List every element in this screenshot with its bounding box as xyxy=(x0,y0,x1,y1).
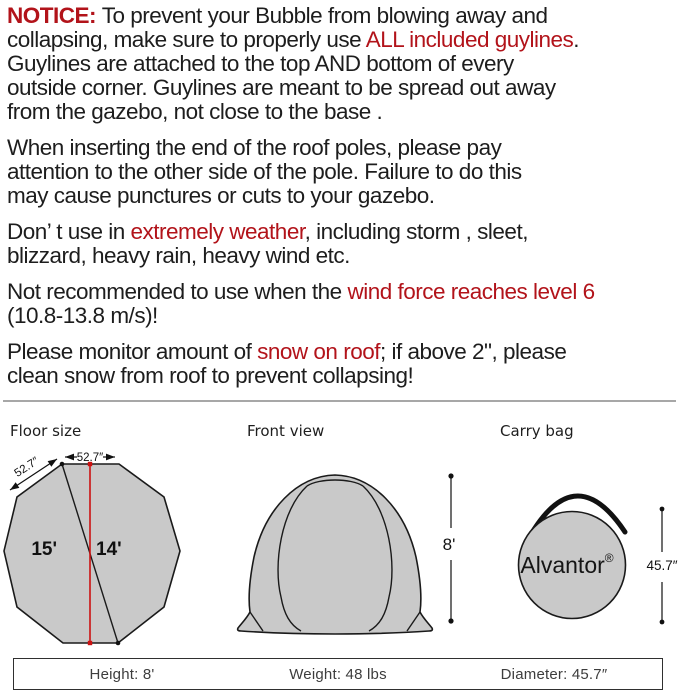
notice-paragraph xyxy=(7,340,675,388)
notice-highlight-text: ALL included guylines xyxy=(365,27,574,52)
notice-text: from the gazebo, not close to the base . xyxy=(7,99,383,124)
notice-line xyxy=(7,160,675,184)
floor-diagonal-label: 15' xyxy=(31,539,57,560)
floor-size-diagram xyxy=(0,445,200,655)
height-dim-dot xyxy=(448,618,453,623)
width-end-marker xyxy=(88,641,92,645)
slant-dim-label: 52.7″ xyxy=(12,455,42,480)
notice-text: outside corner. Guylines are meant to be spread out away xyxy=(7,75,556,100)
notice-line xyxy=(7,184,675,208)
notice-text: Not recommended to use when the xyxy=(7,279,348,304)
notice-text: ; if above 2", please xyxy=(379,339,567,364)
spec-diameter: Diameter: 45.7″ xyxy=(500,665,608,683)
notice-text: Guylines are attached to the top AND bottom of every xyxy=(7,51,514,76)
notice-line xyxy=(7,136,675,160)
carry-bag-diagram xyxy=(495,488,679,638)
notice-paragraph xyxy=(7,220,675,268)
bag-brand-text xyxy=(520,551,613,578)
diameter-dim-label: 45.7″ xyxy=(646,558,678,573)
height-dim-dot xyxy=(448,473,453,478)
notice-paragraph xyxy=(7,136,675,208)
diameter-dim-dot xyxy=(660,620,665,625)
notice-highlight-text: snow on roof xyxy=(257,339,380,364)
notice-text: . xyxy=(573,27,580,52)
notice-line xyxy=(7,76,675,100)
notice-line xyxy=(7,52,675,76)
tent-silhouette xyxy=(238,475,433,634)
notice-paragraph xyxy=(7,4,675,124)
carry-bag-title: Carry bag xyxy=(500,422,574,440)
notice-text: collapsing, make sure to properly use xyxy=(7,27,366,52)
notice-line xyxy=(7,220,675,244)
notice-line xyxy=(7,28,675,52)
notice-text: attention to the other side of the pole. Failure to do this xyxy=(7,159,522,184)
floor-width-label: 14' xyxy=(96,539,122,560)
notice-line xyxy=(7,280,675,304)
height-dim-label: 8' xyxy=(442,535,456,554)
notice-text: , including storm , sleet, xyxy=(304,219,528,244)
notice-text: may cause punctures or cuts to your gazebo. xyxy=(7,183,435,208)
notice-line xyxy=(7,340,675,364)
floor-size-title: Floor size xyxy=(10,422,82,440)
notice-text: Please monitor amount of xyxy=(7,339,258,364)
spec-height: Height: 8' xyxy=(89,665,155,683)
notice-text: clean snow from roof to prevent collapsing! xyxy=(7,363,414,388)
notice-line xyxy=(7,4,675,28)
notice-highlight-text: extremely weather xyxy=(130,219,305,244)
notice-text: To prevent your Bubble from blowing away and xyxy=(101,3,548,28)
front-view-diagram xyxy=(235,465,470,650)
notice-highlight-text: wind force reaches level 6 xyxy=(347,279,595,304)
notice-line xyxy=(7,304,675,328)
top-dim-label: 52.7″ xyxy=(76,452,104,464)
notice-text: Don’ t use in xyxy=(7,219,131,244)
brand-name: Alvantor xyxy=(520,552,605,578)
spec-table xyxy=(13,658,663,690)
notice-line xyxy=(7,364,675,388)
diagonal-end-dot xyxy=(116,641,121,646)
notice-text: When inserting the end of the roof poles, please pay xyxy=(7,135,502,160)
notice-text: blizzard, heavy rain, heavy wind etc. xyxy=(7,243,350,268)
diagonal-end-dot xyxy=(60,462,65,467)
notice-line xyxy=(7,244,675,268)
notice-text: (10.8-13.8 m/s)! xyxy=(7,303,158,328)
registered-trademark-symbol: ® xyxy=(604,551,614,565)
section-divider xyxy=(3,400,676,402)
notice-line xyxy=(7,100,675,124)
notice-paragraph xyxy=(7,280,675,328)
front-view-title: Front view xyxy=(247,422,325,440)
spec-weight: Weight: 48 lbs xyxy=(289,665,387,683)
diameter-dim-dot xyxy=(660,507,665,512)
notice-highlight-text: NOTICE: xyxy=(7,3,102,28)
notice-text-block xyxy=(7,4,675,400)
